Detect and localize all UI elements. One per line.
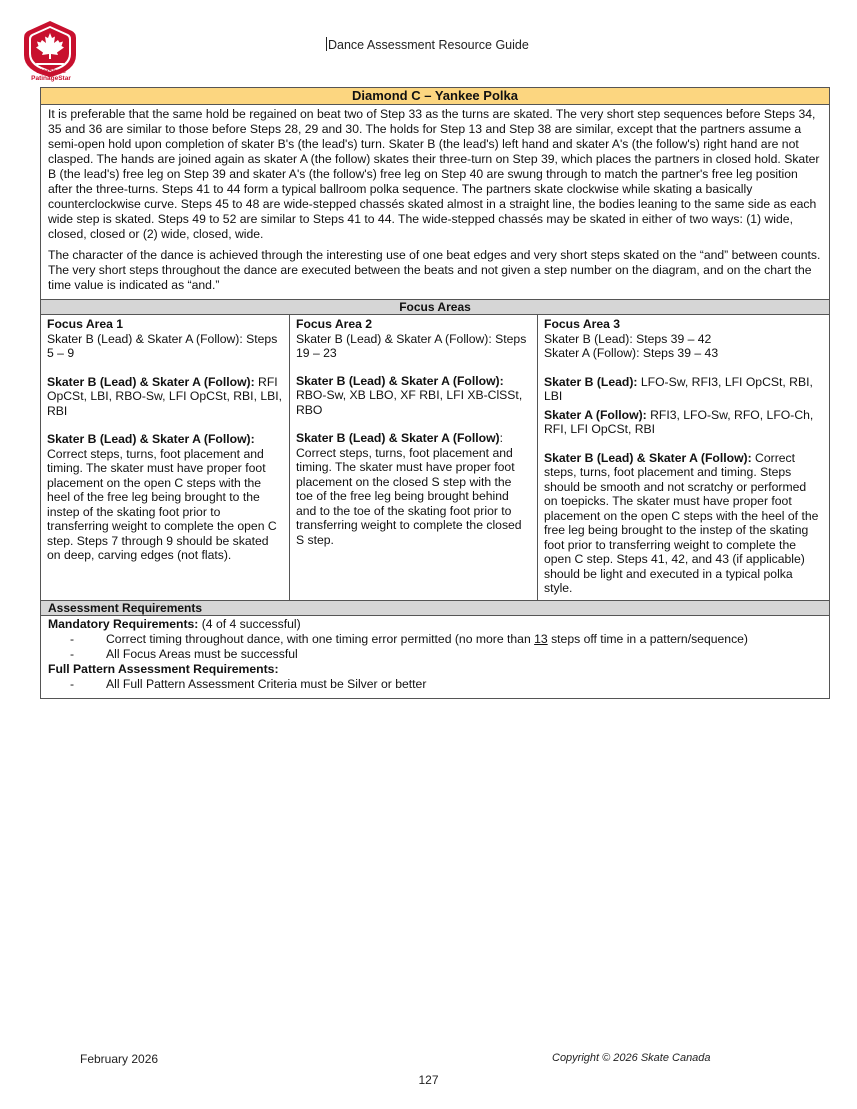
focus-area-1-steps-list: RFI OpCSt, LBI, RBO-Sw, LFI OpCSt, RBI, LBI, RBI <box>47 374 283 418</box>
focus-area-3: Focus Area 3 Skater B (Lead): Steps 39 – 42 Skater A (Follow): Steps 39 – 43 Skater B (Lead): LFO-Sw, RFI3, LFI OpCSt, RBI, LBI Skater A (Follow): RFI3, LFO-Sw, RFO, LFO-Ch, RFI, LFI OpCSt, RBI Skater B (Lead) & Skater A (Follow): Correct steps, turns, foot placement and timing. Steps should be smooth and not scratchy or performed on toepicks. The skater must have proper foot placement on the open C steps with the heel of the free leg being brought to the instep of the skating foot prior to transferring weight to complete the open C step. Steps 41, 42, and 43 (if applicable) should be light and executed in a typical polka style. <box>537 315 829 600</box>
focus-area-3-criteria: Correct steps, turns, foot placement and timing. Steps should be smooth and not scratchy or performed on toepicks. The skater must have proper foot placement on the open C steps with the heel of the free leg being brought to the instep of the skating foot prior to transferring weight to complete the open C step. Steps 41, 42, and 43 (if applicable) should be light and executed in a typical polka style. <box>544 450 819 595</box>
focus-area-3-steps-follow: Skater A (Follow): Steps 39 – 43 <box>544 346 719 360</box>
footer-date: February 2026 <box>80 1052 159 1066</box>
intro-section <box>41 105 829 299</box>
assessment-requirements-heading: Assessment Requirements <box>41 600 829 616</box>
list-item: - Correct timing throughout dance, with one timing error permitted (no more than 13 steps off time in a pattern/sequence) <box>70 632 822 647</box>
logo-text: StarSkate PatinageStar <box>31 68 71 82</box>
intro-paragraph-1: It is preferable that the same hold be regained on beat two of Step 33 as the turns are skated. The very short step sequences before Steps 34, 35 and 36 are similar to those before Steps 28, 29 and 30. The holds for Step 13 and Step 38 are similar, except that the partners assume a semi-open hold upon completion of skater B's (the lead's) turn. Skater B (the lead's) left hand and skater A's (the follow's) right hand are not clasped. The hands are joined again as skater A (the follow) skates their three-turn on Step 39, which places the partners in closed hold. Skater B (the lead's) free leg on Step 39 and skater A's (the follow's) free leg on Step 40 are swung through to match the partner's free leg position after the three-turns. Steps 41 to 44 form a typical ballroom polka sequence. The partners skate clockwise while skating a basically counterclockwise curve. Steps 45 to 48 are wide-stepped chassés skated almost in a straight line, the bodies leaning to the same side as each wide step is skated. Steps 49 to 52 are similar to Steps 41 to 44. The wide-stepped chassés may be skated in either of two ways: (1) wide, closed, closed or (2) wide, closed, wide. <box>48 107 820 241</box>
focus-area-3-title: Focus Area 3 <box>544 317 621 331</box>
footer-copyright: Copyright © 2026 Skate Canada <box>552 1052 711 1064</box>
page-header-title: Dance Assessment Resource Guide <box>328 38 529 52</box>
assessment-requirements <box>41 616 829 698</box>
list-item: - All Full Pattern Assessment Criteria must be Silver or better <box>70 677 822 692</box>
page-number: 127 <box>418 1073 439 1087</box>
skate-blade-icon <box>35 63 65 65</box>
focus-area-3-steps-lead: Skater B (Lead): Steps 39 – 42 <box>544 331 712 346</box>
mandatory-requirements-list <box>48 632 822 662</box>
list-item: - All Focus Areas must be successful <box>70 647 822 662</box>
focus-area-1: Focus Area 1 Skater B (Lead) & Skater A (Follow): Steps 5 – 9 Skater B (Lead) & Skater A (Follow): RFI OpCSt, LBI, RBO-Sw, LFI OpCSt, RBI, LBI, RBI Skater B (Lead) & Skater A (Follow): Correct steps, turns, foot placement and timing. The skater must have proper foot placement on the open C steps with the heel of the free leg being brought to the instep of the skating foot prior to transferring weight to complete the open C step. Steps 7 through 9 should be skated on deep, carving edges (not flats). <box>47 317 283 562</box>
focus-area-1-title: Focus Area 1 <box>47 317 124 331</box>
focus-area-2-steps: Skater B (Lead) & Skater A (Follow): Steps 19 – 23 <box>296 331 527 360</box>
focus-area-1-criteria: Correct steps, turns, foot placement and timing. The skater must have proper foot placement on the open C steps with the heel of the free leg being brought to the instep of the skating foot prior to transferring weight to complete the open C step. Steps 7 through 9 should be skated on deep, carving edges (not flats). <box>47 446 277 562</box>
full-pattern-requirements-label: Full Pattern Assessment Requirements: <box>48 661 279 676</box>
focus-areas-heading: Focus Areas <box>41 299 829 315</box>
focus-area-2-title: Focus Area 2 <box>296 317 373 331</box>
intro-paragraph-2: The character of the dance is achieved through the interesting use of one beat edges and very short steps skated on the “and” between counts. The very short steps throughout the dance are executed between the beats and not given a step number on the diagram, and on the chart the time value is indicated as “and.” <box>48 248 821 292</box>
focus-area-2-criteria: : Correct steps, turns, foot placement and timing. The skater must have proper foot placement on the closed S step with the toe of the free leg being brought behind and to the toe of the skating foot prior to transferring weight to complete the closed S step. <box>296 431 522 547</box>
dance-title: Diamond C – Yankee Polka <box>41 88 829 105</box>
focus-areas-row <box>41 315 829 600</box>
focus-area-2: Focus Area 2 Skater B (Lead) & Skater A (Follow): Steps 19 – 23 Skater B (Lead) & Skater A (Follow): RBO-Sw, XB LBO, XF RBI, LFI XB-ClSSt, RBO Skater B (Lead) & Skater A (Follow): Correct steps, turns, foot placement and timing. The skater must have proper foot placement on the closed S step with the toe of the free leg being brought behind and to the toe of the skating foot prior to transferring weight to complete the closed S step. <box>289 315 537 600</box>
assessment-table <box>40 87 830 699</box>
mandatory-requirements-count: (4 of 4 successful) <box>198 616 301 631</box>
text-cursor <box>326 37 327 51</box>
focus-area-1-steps: Skater B (Lead) & Skater A (Follow): Steps 5 – 9 <box>47 331 278 360</box>
focus-area-3-follow-steps-list: RFI3, LFO-Sw, RFO, LFO-Ch, RFI, LFI OpCSt, RBI <box>544 407 814 436</box>
full-pattern-requirements-list <box>48 677 822 692</box>
focus-area-2-steps-list: RBO-Sw, XB LBO, XF RBI, LFI XB-ClSSt, RBO <box>296 388 523 417</box>
focus-area-3-lead-steps-list: LFO-Sw, RFI3, LFI OpCSt, RBI, LBI <box>544 374 813 403</box>
mandatory-requirements-label: Mandatory Requirements: <box>48 616 199 631</box>
